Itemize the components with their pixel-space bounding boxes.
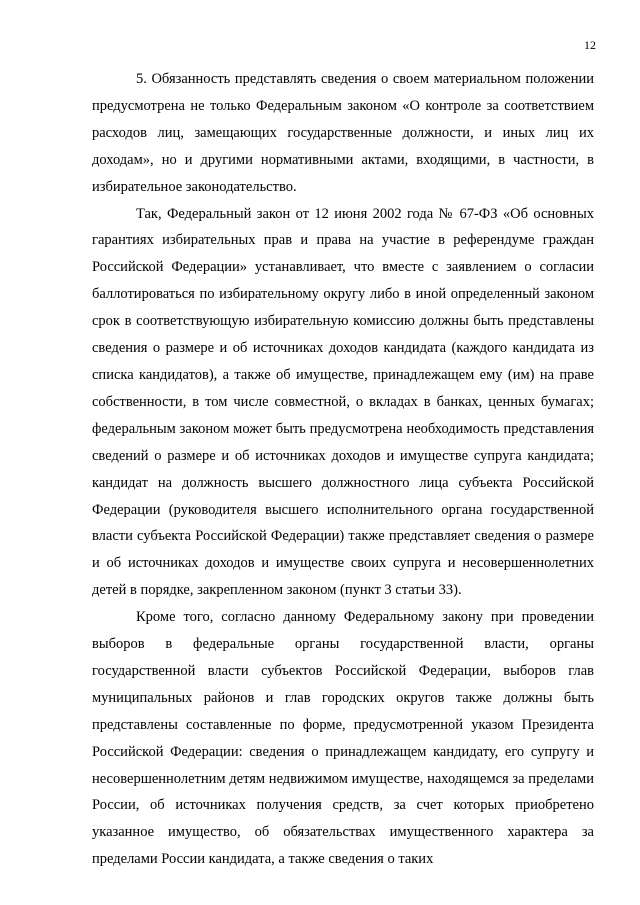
document-body: [92, 66, 594, 873]
paragraph-federal-law: Так, Федеральный закон от 12 июня 2002 года № 67-ФЗ «Об основных гарантиях избирательных прав и права на участие в референдуме граждан Российской Федерации» устанавливает, что вместе с заявлением о согласии баллотироваться по избирательному округу либо в иной определенный законом срок в соответствующую избирательную комиссию должны быть представлены сведения о размере и об источниках доходов кандидата (каждого кандидата из списка кандидатов), а также об имуществе, принадлежащем ему (им) на праве собственности, в том числе совместной, о вкладах в банках, ценных бумагах; федеральным законом может быть предусмотрена необходимость представления сведений о размере и об источниках доходов и имуществе супруга кандидата; кандидат на должность высшего должностного лица субъекта Российской Федерации (руководителя высшего исполнительного органа государственной власти субъекта Российской Федерации) также представляет сведения о размере и об источниках доходов и имуществе своих супруга и несовершеннолетних детей в порядке, закрепленном законом (пункт 3 статьи 33).: [92, 205, 594, 599]
paragraph-elections: Кроме того, согласно данному Федеральному закону при проведении выборов в федеральные органы государственной власти, органы государственной власти субъектов Российской Федерации, выборов глав муниципальных районов и глав городских округов также должны быть представлены составленные по форме, предусмотренной указом Президента Российской Федерации: сведения о принадлежащем кандидату, его супругу и несовершеннолетним детям недвижимом имуществе, находящемся за пределами России, об источниках получения средств, за счет которых приобретено указанное имущество, об обязательствах имущественного характера за пределами России кандидата, а также сведения о таких: [92, 609, 594, 868]
page-number: 12: [584, 38, 596, 52]
paragraph-obligation: 5. Обязанность представлять сведения о своем материальном положении предусмотрена не только Федеральным законом «О контроле за соответствием расходов лиц, замещающих государственные должности, и иных лиц их доходам», но и другими нормативными актами, входящими, в частности, в избирательное законодательство.: [92, 71, 594, 195]
